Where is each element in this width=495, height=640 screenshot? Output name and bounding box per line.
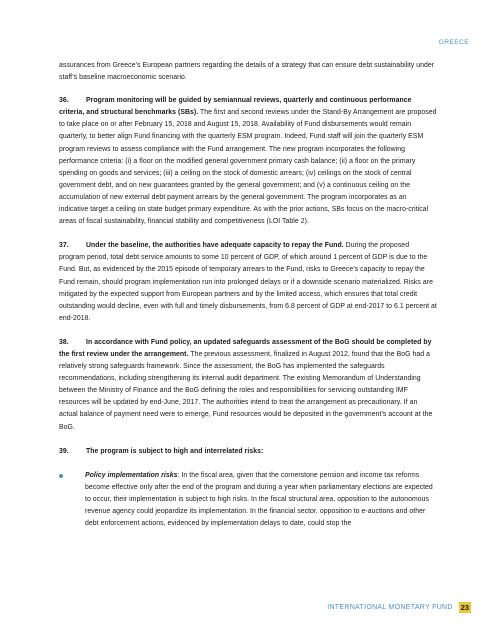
- paragraph-36: [59, 95, 437, 228]
- paragraph-39: [59, 446, 437, 458]
- paragraph-number: 38.: [59, 338, 69, 346]
- paragraph-37: [59, 240, 437, 325]
- footer-organization: INTERNATIONAL MONETARY FUND: [327, 604, 453, 611]
- paragraph-continuation: assurances from Greece’s European partners regarding the details of a strategy that can ensure debt sustainability under staff’s baseline macroeconomic scenario.: [59, 62, 435, 82]
- bullet-lead: Policy implementation risks: [85, 471, 178, 479]
- paragraph-38: [59, 337, 437, 434]
- paragraph-text: During the proposed program period, total debt service amounts to some 10 percent of GDP, of which around 1 percent of GDP is due to the Fund. But, as evidenced by the 2015 episode of temporary arrears to the Fund, risks to Greece’s capacity to repay the Fund remain, should program implementation run into prolonged delays or if a downside scenario materialized. Risks are mitigated by the expected support from European partners and by the limited access, which ensures that total credit outstanding would decline, even with full and timely disbursements, from 6.8 percent of GDP at end-2017 to 6.1 percent at end-2018.: [59, 242, 437, 322]
- paragraph-lead: In accordance with Fund policy, an updated safeguards assessment of the BoG should be completed by the first review under the arrangement.: [59, 338, 432, 358]
- paragraph-number: 39.: [59, 447, 69, 455]
- page-footer: [327, 602, 471, 613]
- paragraph-number: 37.: [59, 242, 69, 250]
- bullet-item: [59, 470, 437, 530]
- paragraph-lead: Program monitoring will be guided by semiannual reviews, quarterly and continuous performance criteria, and structural benchmarks (SBs).: [59, 97, 412, 117]
- paragraph-text: The first and second reviews under the Stand-By Arrangement are proposed to take place on or after February 15, 2018 and August 15, 2018. Availability of Fund disbursements would remain quarterly, to better align Fund financing with the quarterly ESM program. Indeed, Fund staff will join the quarterly ESM program reviews to assess compliance with the Fund arrangement. The new program incorporates the following performance criteria: (i) a floor on the modified general government primary cash balance; (ii) a floor on the primary spending on goods and services; (iii) a ceiling on the stock of domestic arrears; (iv) ceilings on the stock of central government debt, and on new guarantees granted by the general government; and (v) a continuous ceiling on the accumulation of new external debt payment arrears by the general government. The program incorporates as an indicative target a ceiling on state budget primary expenditure. As with the prior actions, SBs focus on the macro-critical areas of fiscal sustainability, financial stability and competitiveness (LOI Table 2).: [59, 109, 437, 226]
- paragraph-lead: The program is subject to high and interrelated risks:: [86, 447, 264, 455]
- document-body: [59, 60, 437, 530]
- page-number: 23: [460, 603, 469, 612]
- paragraph-text: The previous assessment, finalized in August 2012, found that the BoG had a relatively strong safeguards framework. Since the assessment, the BoG has implemented the safeguards recommendations, including strengthening its internal audit department. The existing Memorandum of Understanding between the Ministry of Finance and the BoG defining the roles and responsibilities for servicing outstanding IMF resources will be updated by end-June, 2017. The authorities intend to treat the arrangement as precautionary. If an actual balance of payment need were to emerge, Fund resources would be deposited in the government’s account at the BoG.: [59, 350, 433, 431]
- bullet-dot-icon: [59, 474, 63, 478]
- paragraph-lead: Under the baseline, the authorities have adequate capacity to repay the Fund.: [86, 242, 344, 250]
- paragraph-number: 36.: [59, 97, 69, 105]
- bullet-text: : In the fiscal area, given that the cornerstone pension and income tax reforms become effective only after the end of the program and during a year when parliamentary elections are expected to occur, their implementation is subject to high risks. In the fiscal structural area, opposition to the autonomous revenue agency could jeopardize its implementation. In the financial sector, opposition to e-auctions and other debt enforcement actions, evidenced by implementation delays to date, could stop the: [85, 471, 433, 528]
- running-header: GREECE: [438, 39, 469, 46]
